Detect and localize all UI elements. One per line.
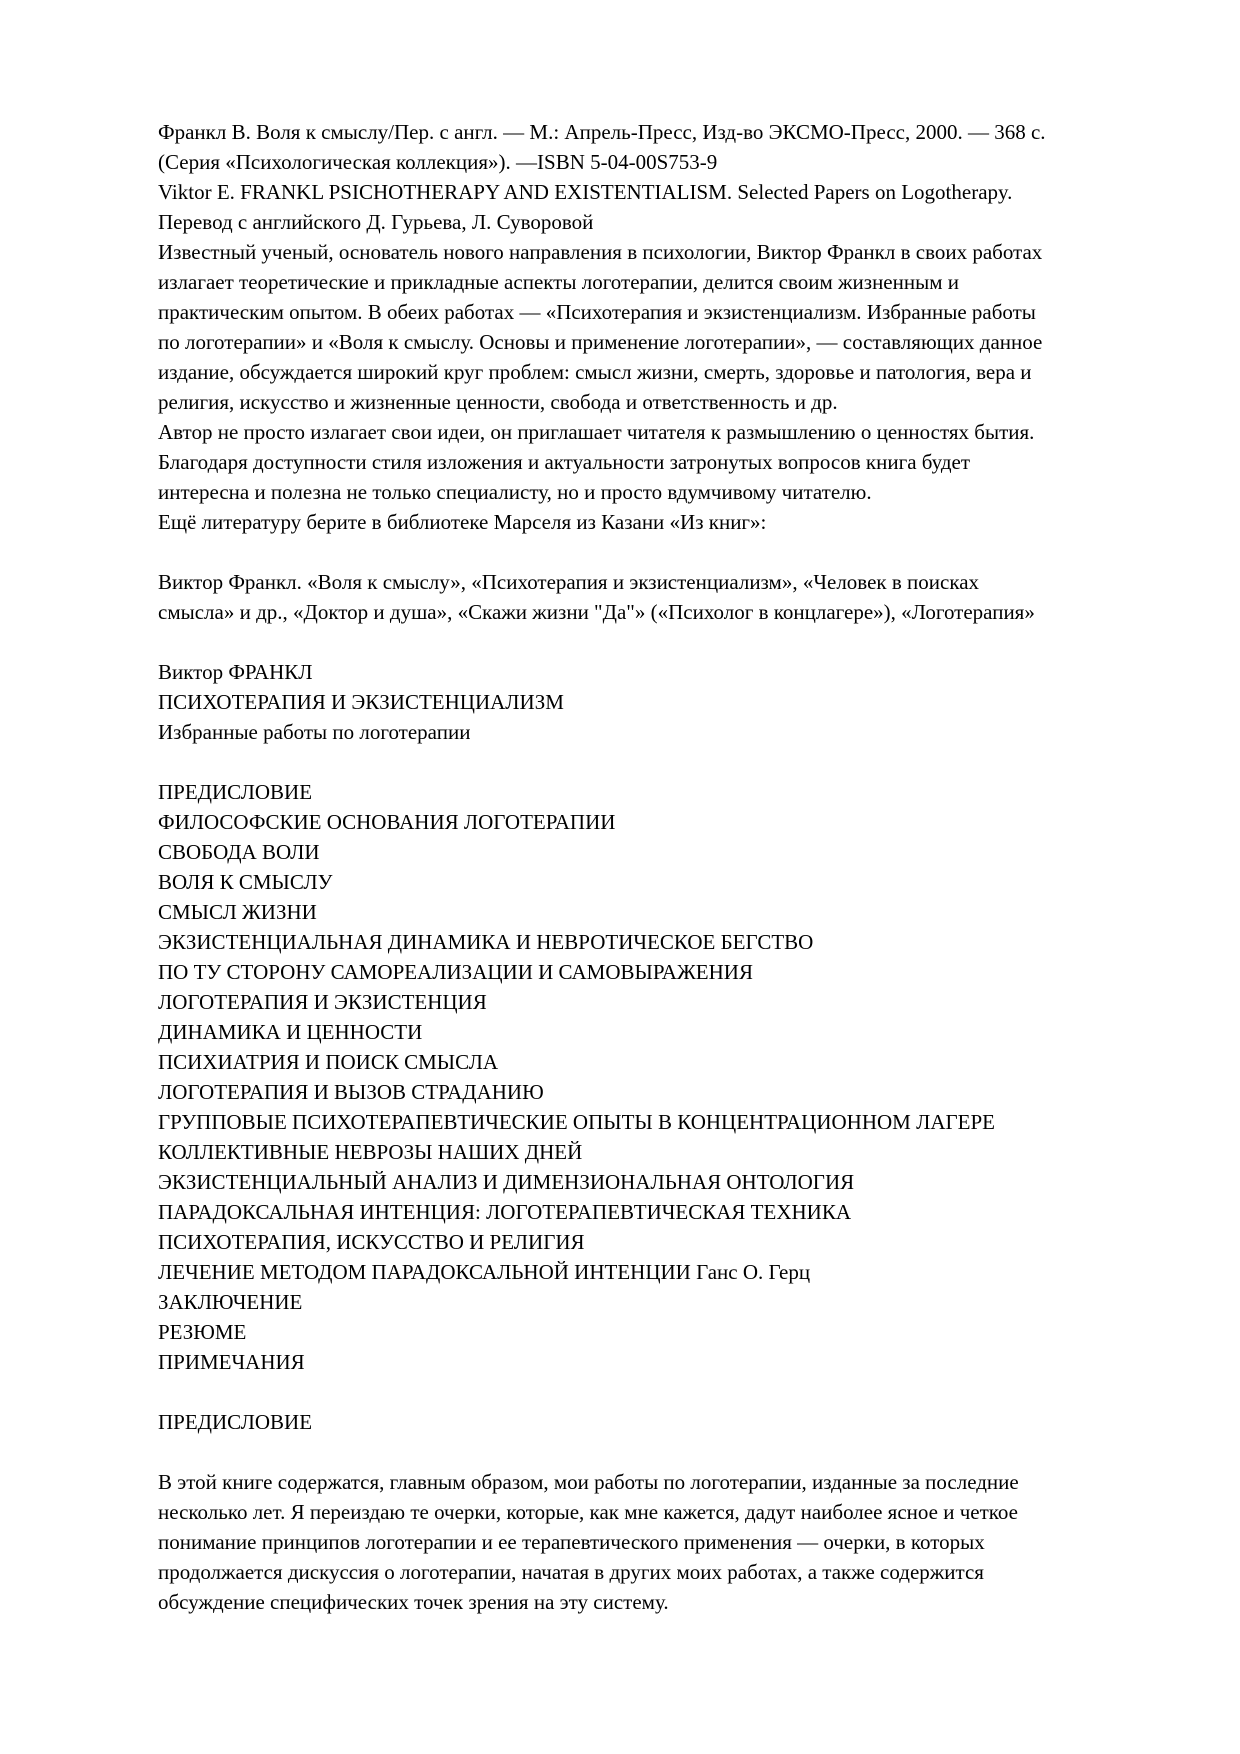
text-line: ЛОГОТЕРАПИЯ И ЭКЗИСТЕНЦИЯ bbox=[158, 990, 487, 1014]
text-line: Виктор ФРАНКЛ bbox=[158, 660, 313, 684]
text-line: Автор не просто излагает свои идеи, он приглашает читателя к размышлению о ценностях бытия. bbox=[158, 420, 1035, 444]
table-of-contents bbox=[158, 777, 1148, 1377]
text-line: ЛЕЧЕНИЕ МЕТОДОМ ПАРАДОКСАЛЬНОЙ ИНТЕНЦИИ Ганс О. Герц bbox=[158, 1260, 811, 1284]
preface-heading bbox=[158, 1407, 1148, 1437]
document-content bbox=[158, 117, 1148, 1617]
text-line: продолжается дискуссия о логотерапии, начатая в других моих работах, а также содержится bbox=[158, 1560, 984, 1584]
text-line: ПРЕДИСЛОВИЕ bbox=[158, 1410, 313, 1434]
text-line: Ещё литературу берите в библиотеке Марселя из Казани «Из книг»: bbox=[158, 510, 767, 534]
text-line: практическим опытом. В обеих работах — «Психотерапия и экзистенциализм. Избранные работы bbox=[158, 300, 1036, 324]
text-line: Избранные работы по логотерапии bbox=[158, 720, 471, 744]
text-line: Благодаря доступности стиля изложения и актуальности затронутых вопросов книга будет bbox=[158, 450, 971, 474]
text-line: РЕЗЮМЕ bbox=[158, 1320, 247, 1344]
text-line: по логотерапии» и «Воля к смыслу. Основы и применение логотерапии», — составляющих данное bbox=[158, 330, 1043, 354]
library-note bbox=[158, 507, 1148, 537]
text-line: ПСИХОТЕРАПИЯ, ИСКУССТВО И РЕЛИГИЯ bbox=[158, 1230, 585, 1254]
books-list-block bbox=[158, 567, 1148, 627]
book-title-block bbox=[158, 657, 1148, 747]
text-line: религия, искусство и жизненные ценности, свобода и ответственность и др. bbox=[158, 390, 838, 414]
text-line: ГРУППОВЫЕ ПСИХОТЕРАПЕВТИЧЕСКИЕ ОПЫТЫ В КОНЦЕНТРАЦИОННОМ ЛАГЕРЕ bbox=[158, 1110, 995, 1134]
text-line: ВОЛЯ К СМЫСЛУ bbox=[158, 870, 333, 894]
preface-paragraph bbox=[158, 1467, 1148, 1617]
text-line: ПРЕДИСЛОВИЕ bbox=[158, 780, 313, 804]
text-line: Viktor E. FRANKL PSICHOTHERAPY AND EXISTENTIALISM. Selected Papers on Logotherapy. bbox=[158, 180, 1013, 204]
text-line: ЭКЗИСТЕНЦИАЛЬНАЯ ДИНАМИКА И НЕВРОТИЧЕСКОЕ БЕГСТВО bbox=[158, 930, 814, 954]
text-line: Виктор Франкл. «Воля к смыслу», «Психотерапия и экзистенциализм», «Человек в поисках bbox=[158, 570, 980, 594]
text-line: обсуждение специфических точек зрения на эту систему. bbox=[158, 1590, 669, 1614]
text-line: Франкл В. Воля к смыслу/Пер. с англ. — М.: Апрель-Пресс, Изд-во ЭКСМО-Пресс, 2000. — 368 с. bbox=[158, 120, 1046, 144]
text-line: ЭКЗИСТЕНЦИАЛЬНЫЙ АНАЛИЗ И ДИМЕНЗИОНАЛЬНАЯ ОНТОЛОГИЯ bbox=[158, 1170, 855, 1194]
text-line: ПАРАДОКСАЛЬНАЯ ИНТЕНЦИЯ: ЛОГОТЕРАПЕВТИЧЕСКАЯ ТЕХНИКА bbox=[158, 1200, 852, 1224]
text-line: интересна и полезна не только специалисту, но и просто вдумчивому читателю. bbox=[158, 480, 872, 504]
text-line: несколько лет. Я переиздаю те очерки, которые, как мне кажется, дадут наиболее ясное и четкое bbox=[158, 1500, 1018, 1524]
text-line: ЛОГОТЕРАПИЯ И ВЫЗОВ СТРАДАНИЮ bbox=[158, 1080, 544, 1104]
text-line: СМЫСЛ ЖИЗНИ bbox=[158, 900, 317, 924]
text-line: ФИЛОСОФСКИЕ ОСНОВАНИЯ ЛОГОТЕРАПИИ bbox=[158, 810, 616, 834]
annotation-block bbox=[158, 237, 1148, 507]
bibliography-block bbox=[158, 117, 1148, 237]
text-line: В этой книге содержатся, главным образом, мои работы по логотерапии, изданные за последние bbox=[158, 1470, 1019, 1494]
text-line: ПО ТУ СТОРОНУ САМОРЕАЛИЗАЦИИ И САМОВЫРАЖЕНИЯ bbox=[158, 960, 753, 984]
text-line: Известный ученый, основатель нового направления в психологии, Виктор Франкл в своих работах bbox=[158, 240, 1043, 264]
text-line: смысла» и др., «Доктор и душа», «Скажи жизни "Да"» («Психолог в концлагере»), «Логотерапия» bbox=[158, 600, 1035, 624]
text-line: (Серия «Психологическая коллекция»). —ISBN 5-04-00S753-9 bbox=[158, 150, 718, 174]
text-line: понимание принципов логотерапии и ее терапевтического применения — очерки, в которых bbox=[158, 1530, 985, 1554]
text-line: ПРИМЕЧАНИЯ bbox=[158, 1350, 305, 1374]
text-line: ЗАКЛЮЧЕНИЕ bbox=[158, 1290, 303, 1314]
text-line: ПСИХИАТРИЯ И ПОИСК СМЫСЛА bbox=[158, 1050, 498, 1074]
text-line: излагает теоретические и прикладные аспекты логотерапии, делится своим жизненным и bbox=[158, 270, 959, 294]
text-line: СВОБОДА ВОЛИ bbox=[158, 840, 320, 864]
text-line: ПСИХОТЕРАПИЯ И ЭКЗИСТЕНЦИАЛИЗМ bbox=[158, 690, 564, 714]
text-line: издание, обсуждается широкий круг проблем: смысл жизни, смерть, здоровье и патология, вера и bbox=[158, 360, 1032, 384]
text-line: Перевод с английского Д. Гурьева, Л. Суворовой bbox=[158, 210, 594, 234]
text-line: ДИНАМИКА И ЦЕННОСТИ bbox=[158, 1020, 423, 1044]
text-line: КОЛЛЕКТИВНЫЕ НЕВРОЗЫ НАШИХ ДНЕЙ bbox=[158, 1140, 583, 1164]
